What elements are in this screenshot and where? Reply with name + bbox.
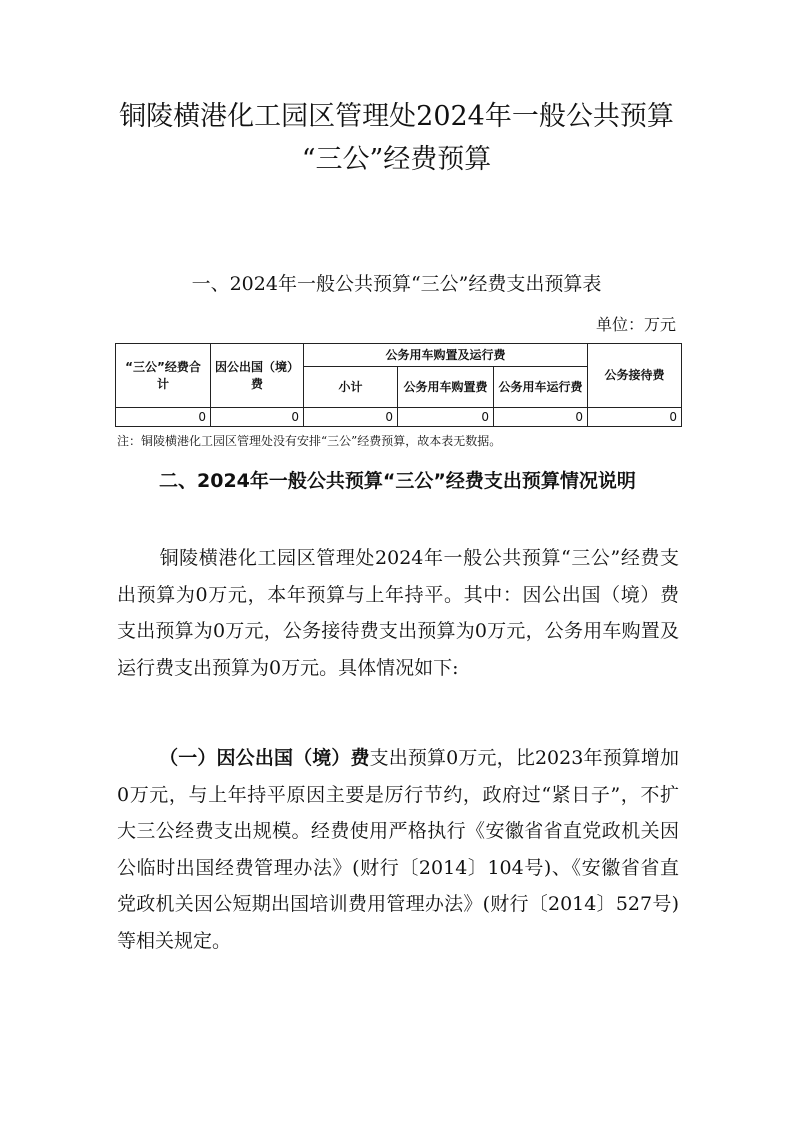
- table-cell: 0: [588, 408, 682, 427]
- table-cell: 0: [398, 408, 494, 427]
- section2-heading: [117, 461, 677, 501]
- paragraph-abroad-heading: （一）因公出国（境）费: [159, 747, 370, 769]
- section1-heading: 一、2024年一般公共预算“三公”经费支出预算表: [191, 273, 602, 295]
- paragraph-summary: [117, 540, 679, 686]
- table-row: [116, 408, 682, 427]
- header-reception: 公务接待费: [588, 344, 682, 408]
- paragraph-abroad: [117, 740, 679, 959]
- table-cell: 0: [211, 408, 304, 427]
- header-vehicle-group: 公务用车购置及运行费: [304, 344, 588, 367]
- table-cell: 0: [116, 408, 211, 427]
- header-subtotal: 小计: [304, 367, 398, 408]
- table-cell: 0: [304, 408, 398, 427]
- header-operation: 公务用车运行费: [494, 367, 588, 408]
- document-title-line2: “三公”经费预算: [301, 144, 492, 175]
- header-purchase: 公务用车购置费: [398, 367, 494, 408]
- paragraph-summary-text: 铜陵横港化工园区管理处2024年一般公共预算“三公”经费支出预算为0万元，本年预算与上年持平。其中：因公出国（境）费支出预算为0万元，公务接待费支出预算为0万元，公务用车购置及运行费支出预算为0万元。具体情况如下:: [117, 547, 679, 679]
- document-title-line1: 铜陵横港化工园区管理处2024年一般公共预算: [119, 101, 674, 132]
- table-note: 注：铜陵横港化工园区管理处没有安排“三公”经费预算，故本表无数据。: [117, 434, 502, 448]
- table-cell: 0: [494, 408, 588, 427]
- header-abroad: 因公出国（境）费: [211, 344, 304, 408]
- unit-label: 单位：万元: [595, 315, 676, 334]
- header-total: “三公”经费合计: [116, 344, 211, 408]
- budget-table: [115, 343, 682, 427]
- section2-heading-text: 二、2024年一般公共预算“三公”经费支出预算情况说明: [159, 470, 636, 492]
- paragraph-abroad-text: 支出预算0万元，比2023年预算增加0万元，与上年持平原因主要是厉行节约，政府过“紧日子”，不扩大三公经费支出规模。经费使用严格执行《安徽省省直党政机关因公临时出国经费管理办法》(财行〔2014〕104号)、《安徽省省直党政机关因公短期出国培训费用管理办法》(财行〔2014〕527号)等相关规定。: [117, 747, 679, 952]
